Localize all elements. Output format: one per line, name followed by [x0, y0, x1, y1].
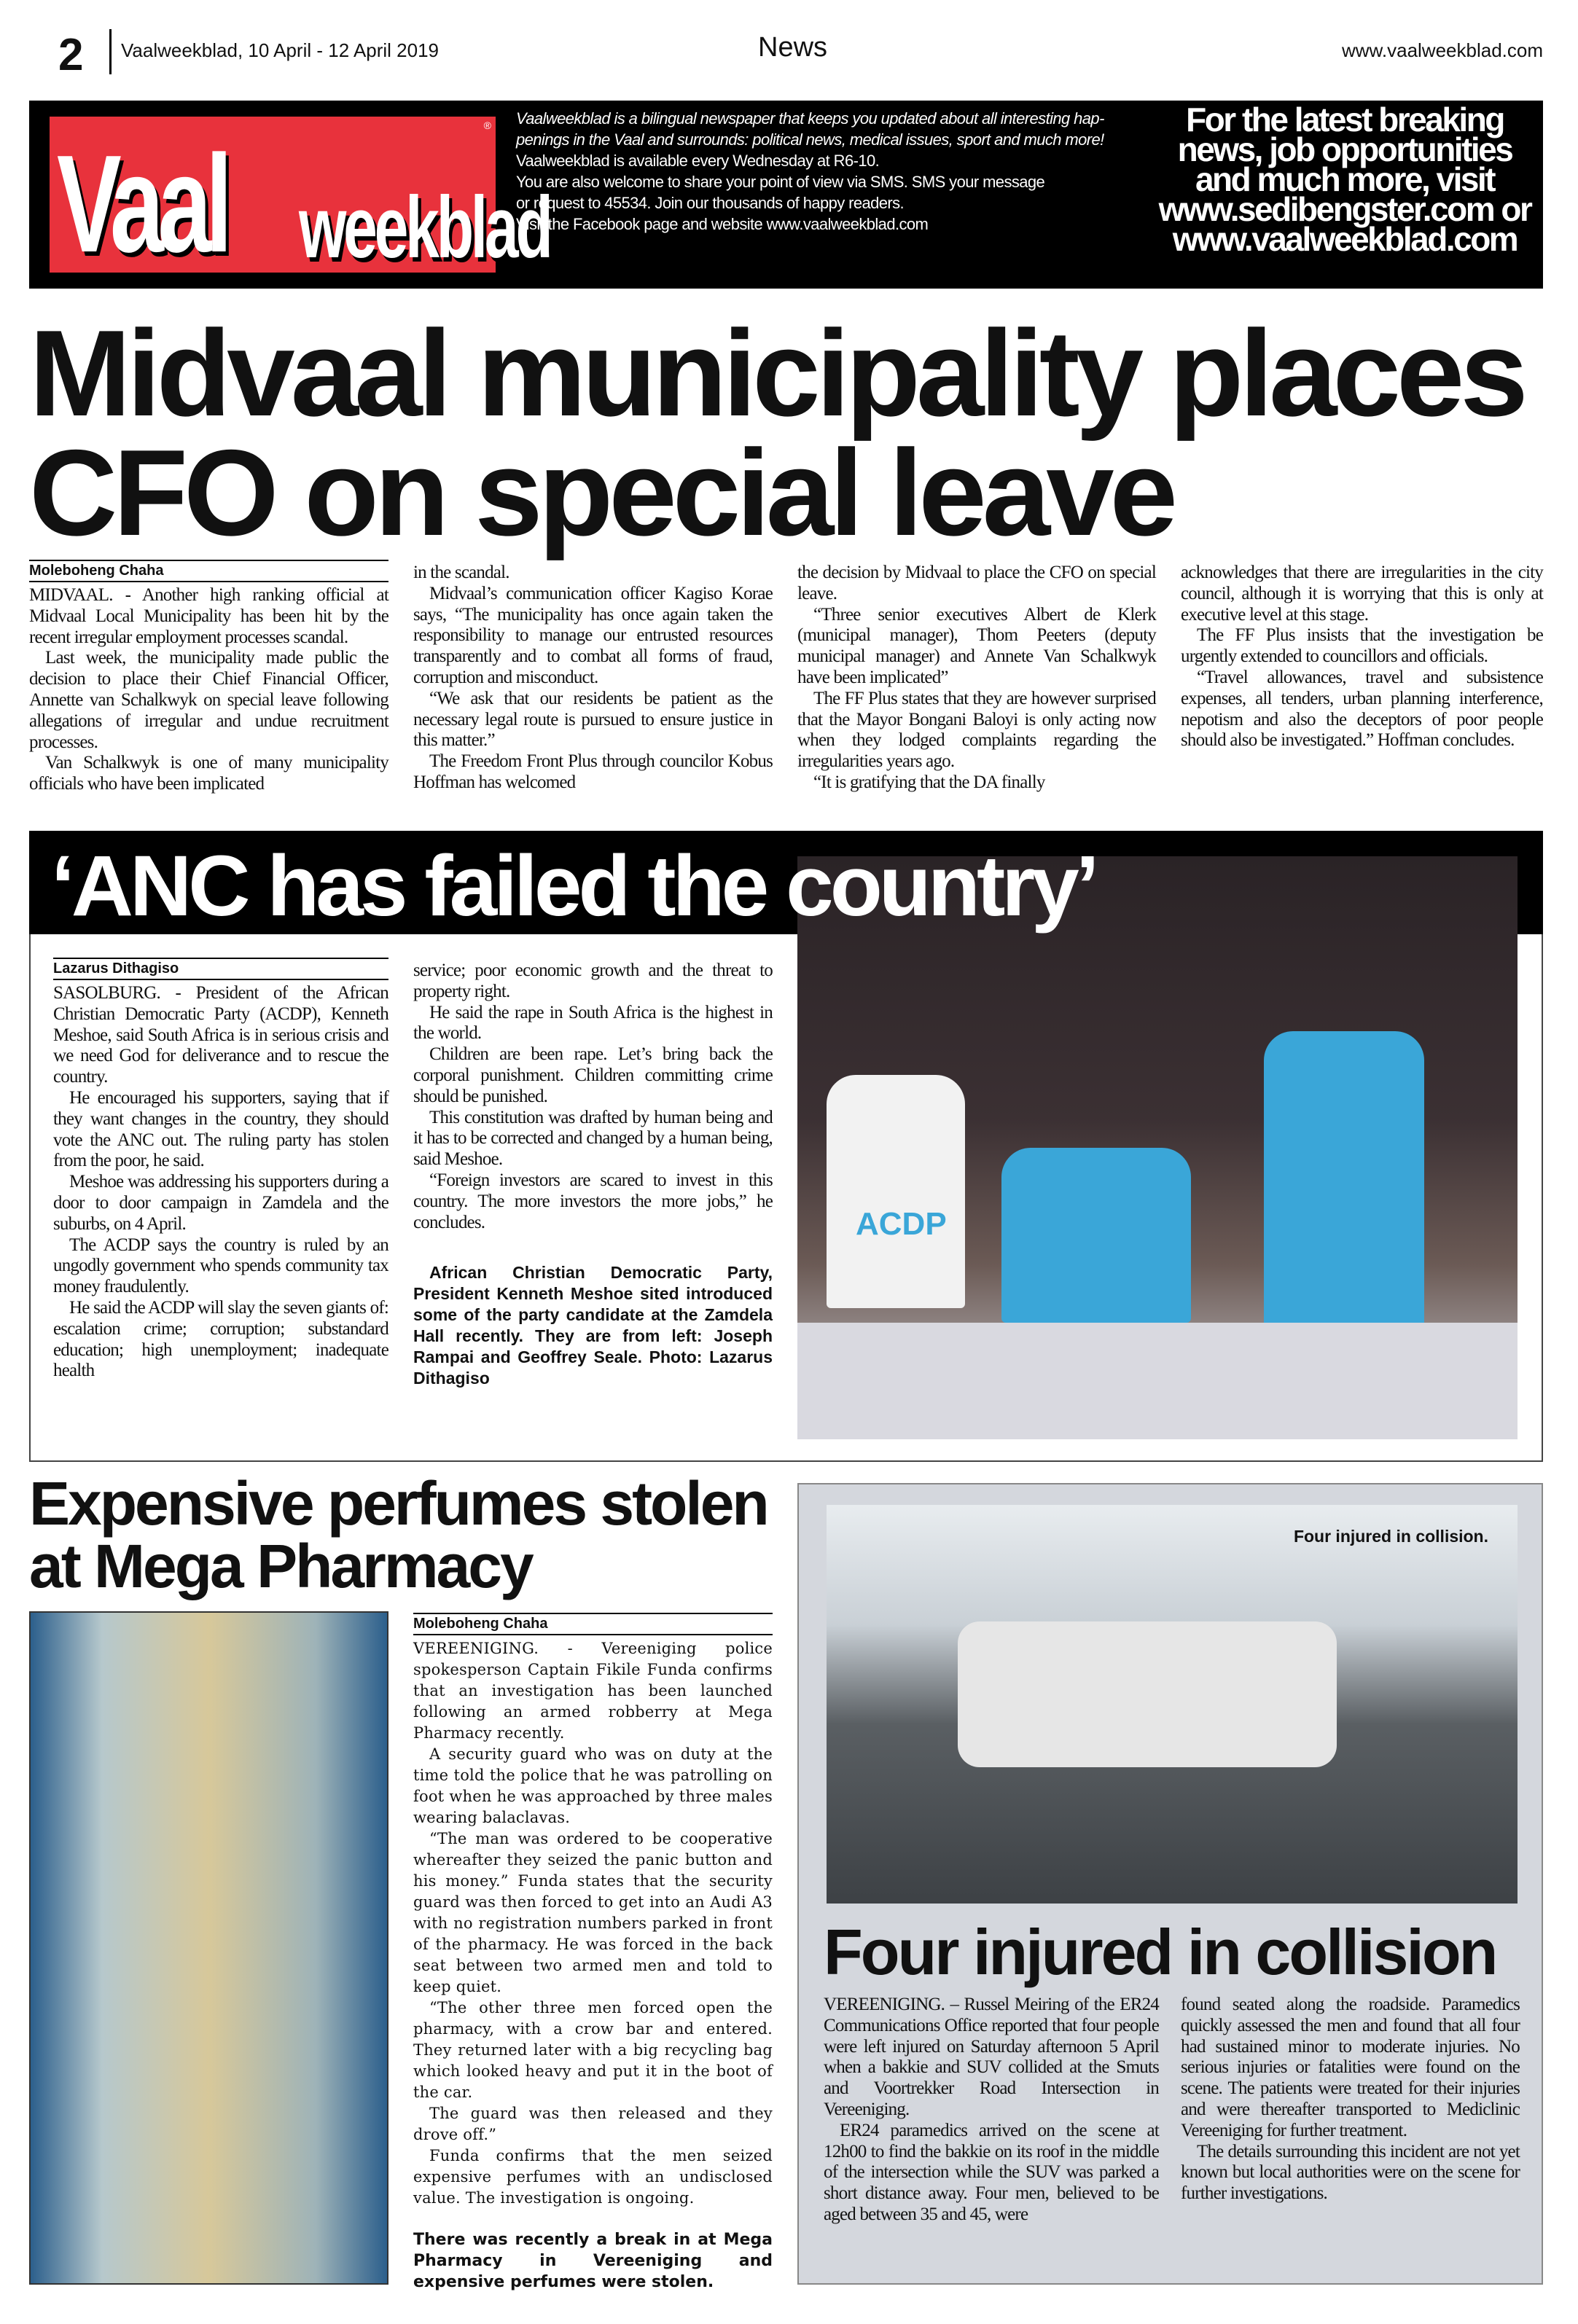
article3-body [413, 1613, 773, 2293]
paragraph: The FF Plus insists that the investigation be urgently extended to councillors and officials. [1181, 625, 1543, 667]
column [29, 560, 388, 795]
paragraph: The Freedom Front Plus through councilor Kobus Hoffman has welcomed [413, 751, 773, 792]
column [413, 960, 773, 1389]
shirt-label: ACDP [856, 1206, 947, 1242]
paragraph: “Travel allowances, travel and subsistence expenses, all tenders, urban planning interference, nepotism and also the deceptors of poor people should also be investigated.” Hoffman concludes. [1181, 667, 1543, 751]
banner-info: Vaalweekblad is a bilingual newspaper that keeps you updated about all interesting hap- penings in the Vaal and surrounds: political news, medical issues, sport and much more! Vaalweekblad is available every Wednesday at R6-10. You are also welcome to share your point of view via SMS. SMS your message or request to 45534. Join our thousands of happy readers. Visit the Facebook page and website www.vaalweekblad.com [516, 109, 1104, 233]
banner-promo: For the latest breaking news, job opportunities and much more, visit www.sedibengster.com or www.vaalweekblad.com [1158, 101, 1531, 258]
paragraph: He encouraged his supporters, saying that if they want changes in the country, they should vote the ANC out. The ruling party has stolen from the poor, he said. [53, 1087, 388, 1171]
paragraph: “We ask that our residents be patient as the necessary legal route is pursued to ensure justice in this matter.” [413, 688, 773, 751]
section-name: News [758, 32, 828, 63]
byline: Lazarus Dithagiso [53, 958, 388, 980]
article3-caption: There was recently a break in at Mega Pharmacy in Vereeniging and expensive perfumes were stolen. [413, 2231, 773, 2291]
paragraph: VEREENIGING. – Russel Meiring of the ER24 Communications Office reported that four people were left injured on Saturday afternoon 5 April when a bakkie and SUV collided at the Smuts and Voortrekker Road Intersection in Vereeniging. [824, 1995, 1159, 2119]
column [53, 958, 388, 1382]
paragraph: SASOLBURG. - President of the African Christian Democratic Party (ACDP), Kenneth Meshoe, said South Africa is in serious crisis and we need God for deliverance and to rescue the country. [53, 983, 388, 1087]
paragraph: The guard was then released and they drove off.” [413, 2105, 773, 2143]
article4-headline: Four injured in collision [824, 1916, 1496, 1988]
paragraph: the decision by Midvaal to place the CFO on special leave. [797, 563, 1156, 603]
paragraph: found seated along the roadside. Paramedics quickly assessed the men and found that all four had sustained minor to moderate injuries. No serious injuries or fatalities were found on the scene. The patients were treated for their injuries and were thereafter transported to Mediclinic Vereeniging for further treatment. [1181, 1995, 1520, 2140]
publication-date: Vaalweekblad, 10 April - 12 April 2019 [121, 39, 440, 61]
paragraph: in the scandal. [413, 563, 509, 582]
article2-headline: ‘ANC has failed the country’ [51, 838, 1096, 934]
article3-byline: Moleboheng Chaha [413, 1613, 773, 1635]
column [413, 563, 773, 794]
paragraph: ER24 paramedics arrived on the scene at 12h00 to find the bakkie on its roof in the middle of the intersection while the SUV was parked a short distance away. Four men, believed to be aged between 35 and 45, were [824, 2120, 1159, 2224]
column [1181, 563, 1543, 751]
pharmacy-photo [29, 1611, 388, 2285]
paragraph: A security guard who was on duty at the time told the police that he was patrolling on foot when he was approached by three males wearing balaclavas. [413, 1745, 773, 1826]
paragraph: The details surrounding this incident are not yet known but local authorities were on the scene for further investigations. [1181, 2141, 1520, 2204]
byline: Moleboheng Chaha [29, 560, 388, 582]
paragraph: service; poor economic growth and the threat to property right. [413, 960, 773, 1001]
paragraph: “The man was ordered to be cooperative whereafter they seized the panic button and his money.” Funda states that the security guard was then forced to get into an Audi A3 with no registration numbers parked in front of the pharmacy. He was forced in the back seat between two armed men and told to keep quiet. [413, 1830, 773, 1995]
paragraph: This constitution was drafted by human being and it has to be corrected and changed by a human being, said Meshoe. [413, 1107, 773, 1170]
column [824, 1995, 1159, 2226]
paragraph: “Three senior executives Albert de Klerk (municipal manager), Thom Peeters (deputy municipal manager) and Annete Van Schalkwyk have been implicated” [797, 604, 1156, 687]
paragraph: He said the ACDP will slay the seven giants of: escalation crime; corruption; substandard education; high unemployment; inadequate health [53, 1297, 388, 1381]
paragraph: He said the rape in South Africa is the highest in the world. [413, 1002, 773, 1044]
website-link[interactable]: www.vaalweekblad.com [1341, 39, 1543, 61]
paragraph: Midvaal’s communication officer Kagiso Korae says, “The municipality has once again taken the responsibility to manage our entrusted resources transparently and to combat all forms of fraud, corruption and misconduct. [413, 583, 773, 687]
paragraph: Meshoe was addressing his supporters during a door to door campaign in Zamdela and the suburbs, on 4 April. [53, 1172, 388, 1234]
collision-photo-caption: Four injured in collision. [1293, 1527, 1488, 1546]
header-divider [109, 29, 112, 74]
paragraph: “The other three men forced open the pharmacy, with a crow bar and entered. They returned later with a big recycling bag which looked heavy and put it in the boot of the car. [413, 1999, 773, 2101]
page-number: 2 [58, 30, 84, 80]
paragraph: MIDVAAL. - Another high ranking official at Midvaal Local Municipality has been hit by the recent irregular employment processes scandal. [29, 585, 388, 647]
acdp-photo [797, 856, 1518, 1439]
paragraph: Children are been rape. Let’s bring back the corporal punishment. Children committing crime should be punished. [413, 1044, 773, 1106]
paragraph: acknowledges that there are irregularities in the city council, although it is worrying that this is only at executive level at this stage. [1181, 563, 1543, 625]
paragraph: “Foreign investors are scared to invest in this country. The more investors the more jobs,” he concludes. [413, 1170, 773, 1232]
paragraph: The FF Plus states that they are however surprised that the Mayor Bongani Baloyi is only acting now when they lodged complaints regarding the irregularities years ago. [797, 688, 1156, 772]
masthead-banner [29, 101, 1543, 289]
vaalweekblad-logo: Vaal weekblad ® [50, 117, 496, 273]
paragraph: Van Schalkwyk is one of many municipality officials who have been implicated [29, 753, 388, 794]
article3-headline: Expensive perfumes stolen at Mega Pharmacy [29, 1469, 767, 1600]
paragraph: Funda confirms that the men seized expensive perfumes with an undisclosed value. The investigation is ongoing. [413, 2147, 773, 2207]
paragraph: The ACDP says the country is ruled by an ungodly government who spends community tax money fraudulently. [53, 1235, 388, 1297]
article2-photo-caption: African Christian Democratic Party, President Kenneth Meshoe sited introduced some of the party candidate at the Zamdela Hall recently. They are from left: Joseph Rampai and Geoffrey Seale. Photo: Lazarus Dithagiso [413, 1263, 773, 1388]
paragraph: VEREENIGING. - Vereeniging police spokesperson Captain Fikile Funda confirms that an investigation has been launched following an armed robberry at Mega Pharmacy recently. [413, 1640, 773, 1742]
column [797, 563, 1156, 794]
column [1181, 1995, 1520, 2204]
article1-headline: Midvaal municipality places CFO on special leave [29, 305, 1524, 561]
paragraph: “It is gratifying that the DA finally [813, 772, 1045, 792]
paragraph: Last week, the municipality made public the decision to place their Chief Financial Officer, Annette van Schalkwyk on special leave following allegations of irregular and undue recruitment processes. [29, 648, 388, 752]
collision-photo [827, 1505, 1518, 1904]
